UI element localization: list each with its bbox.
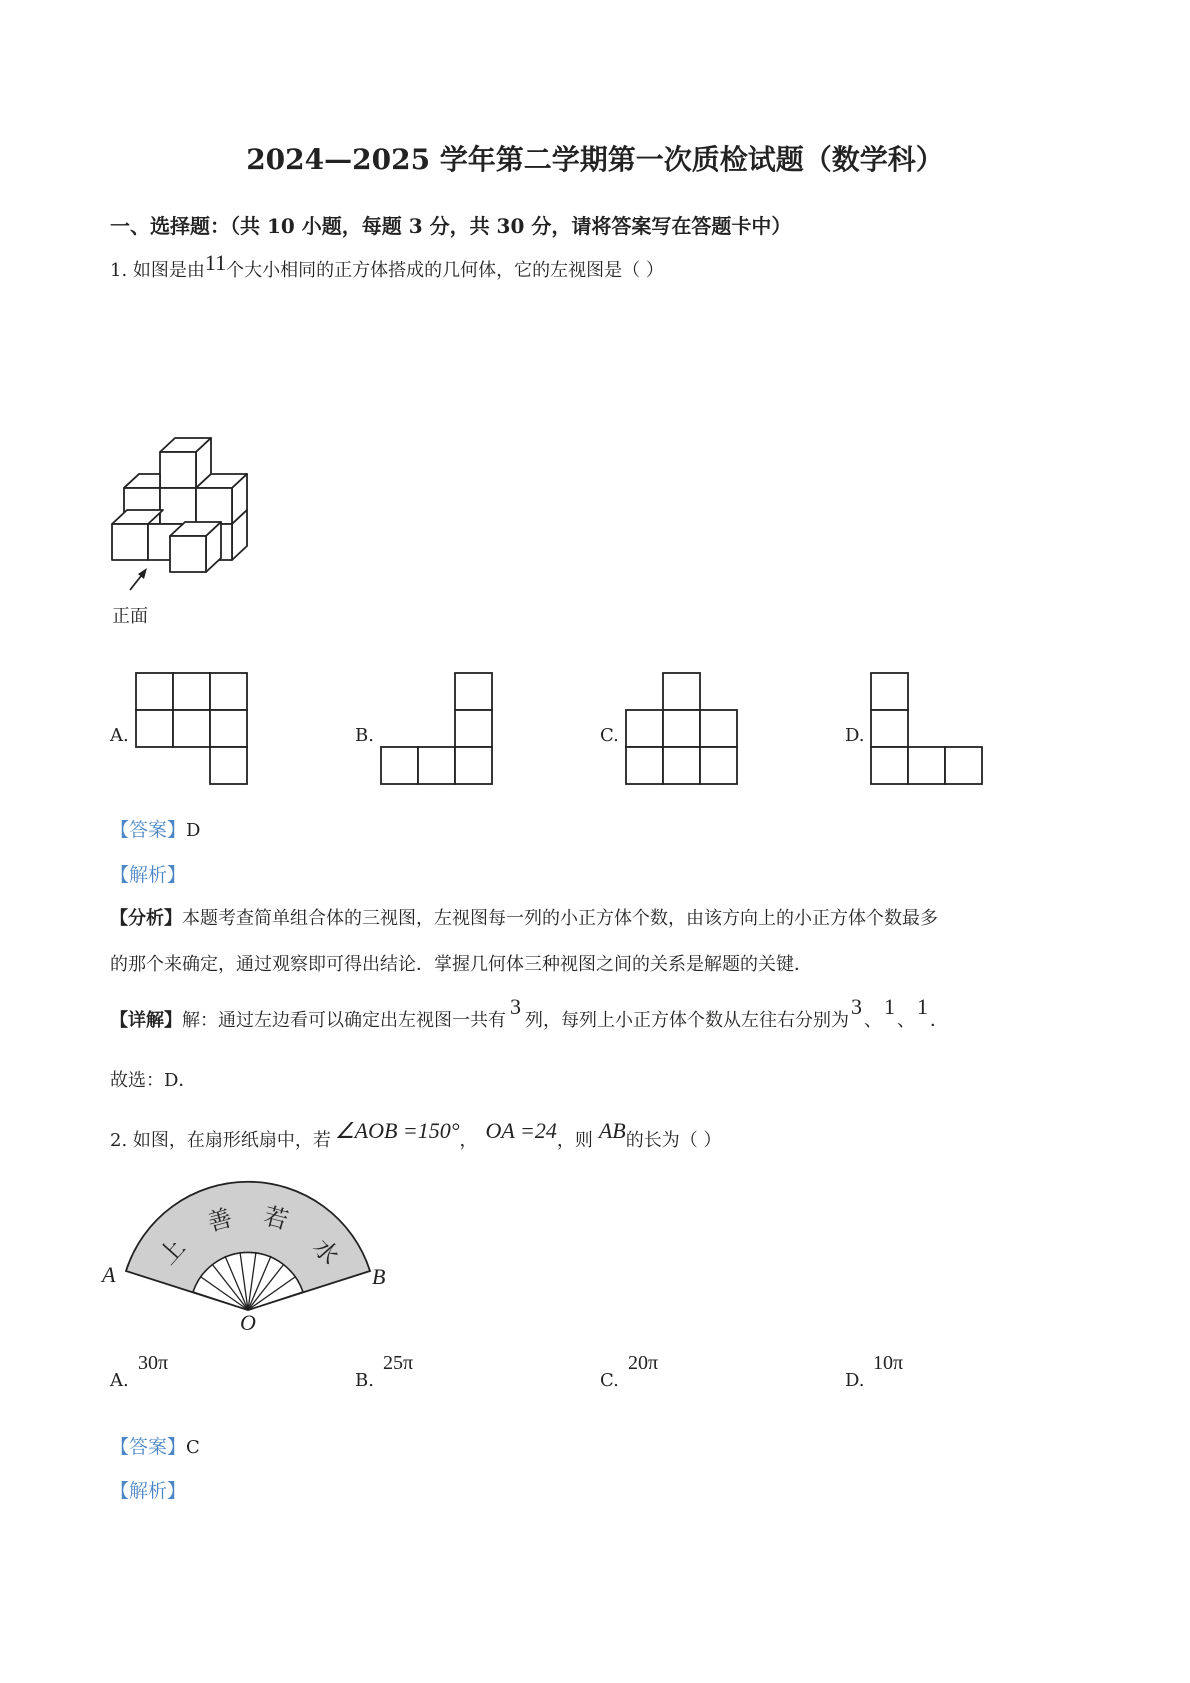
q2-option-b-letter[interactable]: B.: [355, 1370, 374, 1391]
q1-option-c-figure[interactable]: [625, 672, 740, 787]
q1-xiangjie-a: 解：通过左边看可以确定出左视图一共有: [182, 1010, 506, 1031]
q2-option-c-letter[interactable]: C.: [600, 1370, 619, 1391]
q2-arc-ab: AB: [598, 1118, 626, 1143]
fan-label-o: O: [240, 1310, 256, 1335]
fan-char-1: 上: [153, 1233, 191, 1270]
q2-suffix: 的长为（ ）: [625, 1130, 722, 1151]
q2-analysis-tag: 【解析】: [110, 1480, 187, 1502]
q2-option-d-value[interactable]: 10π: [873, 1352, 904, 1374]
fan-char-4: 水: [307, 1233, 345, 1270]
q1-option-b-letter[interactable]: B.: [355, 725, 374, 746]
q1-fenxi-tag: 【分析】: [110, 908, 182, 929]
q2-answer-tag: 【答案】: [110, 1436, 187, 1458]
q2-option-d-letter[interactable]: D.: [845, 1370, 865, 1391]
section-heading: 一、选择题：（共 10 小题，每题 3 分，共 30 分，请将答案写在答题卡中）: [110, 214, 792, 238]
q1-option-c-letter[interactable]: C.: [600, 725, 619, 746]
q1-answer-tag: 【答案】: [110, 819, 187, 841]
q2-comma-2: ，则: [556, 1130, 593, 1151]
fan-char-2: 善: [204, 1203, 236, 1237]
q1-xiangjie-end: ．: [930, 1010, 948, 1031]
q1-fenxi-line-2: 的那个来确定，通过观察即可得出结论．掌握几何体三种视图之间的关系是解题的关键．: [110, 954, 812, 975]
q1-col-value-2: 1: [884, 994, 895, 1019]
q1-xiangjie-line: [110, 994, 948, 1032]
fan-char-3: 若: [260, 1201, 292, 1235]
q1-answer-line: [110, 815, 200, 842]
q1-option-a-figure[interactable]: [135, 672, 250, 787]
q1-fenxi-text-1: 本题考查简单组合体的三视图，左视图每一列的小正方体个数，由该方向上的小正方体个数最多: [182, 908, 938, 929]
q1-option-d-letter[interactable]: D.: [845, 725, 865, 746]
q1-col-value-1: 3: [851, 994, 862, 1019]
page-title: 2024—2025 学年第二学期第一次质检试题（数学科）: [246, 143, 944, 176]
q1-front-label: 正面: [112, 606, 148, 627]
q1-answer: D: [186, 820, 201, 841]
q1-col-value-3: 1: [917, 994, 928, 1019]
q1-option-a-letter[interactable]: A.: [110, 725, 129, 746]
q2-angle: ∠AOB =150°: [334, 1118, 460, 1143]
q2-option-a-value[interactable]: 30π: [138, 1352, 169, 1374]
q1-suffix: 个大小相同的正方体搭成的几何体，它的左视图是（ ）: [226, 260, 664, 281]
q2-option-b-value[interactable]: 25π: [383, 1352, 414, 1374]
fan-label-a: A: [102, 1262, 116, 1287]
q1-sep-2: 、: [897, 1010, 915, 1031]
q2-fan-figure: [100, 1160, 400, 1340]
q1-column-count: 3: [510, 994, 521, 1019]
q2-oa: OA =24: [485, 1118, 557, 1143]
q1-cube-count: 11: [204, 250, 227, 275]
q1-conclusion: 故选：D．: [110, 1070, 197, 1091]
q2-answer-line: [110, 1432, 200, 1459]
q1-analysis-tag: 【解析】: [110, 864, 187, 886]
q1-fenxi-line-1: [110, 904, 938, 930]
q2-option-c-value[interactable]: 20π: [628, 1352, 659, 1374]
question-2-stem: [110, 1118, 722, 1152]
q2-answer: C: [186, 1437, 200, 1458]
question-1-stem: [110, 250, 664, 282]
q1-option-b-figure[interactable]: [380, 672, 495, 787]
q2-prefix: 2. 如图，在扇形纸扇中，若: [110, 1130, 331, 1151]
q2-comma-1: ，: [459, 1130, 478, 1151]
fan-label-b: B: [372, 1264, 386, 1289]
q1-option-d-figure[interactable]: [870, 672, 985, 787]
q1-xiangjie-tag: 【详解】: [110, 1010, 182, 1031]
q1-xiangjie-b: 列，每列上小正方体个数从左往右分别为: [525, 1010, 849, 1031]
q1-sep-1: 、: [864, 1010, 882, 1031]
q1-prefix: 1. 如图是由: [110, 260, 205, 281]
q1-solid-figure: [100, 430, 260, 625]
q2-option-a-letter[interactable]: A.: [110, 1370, 129, 1391]
